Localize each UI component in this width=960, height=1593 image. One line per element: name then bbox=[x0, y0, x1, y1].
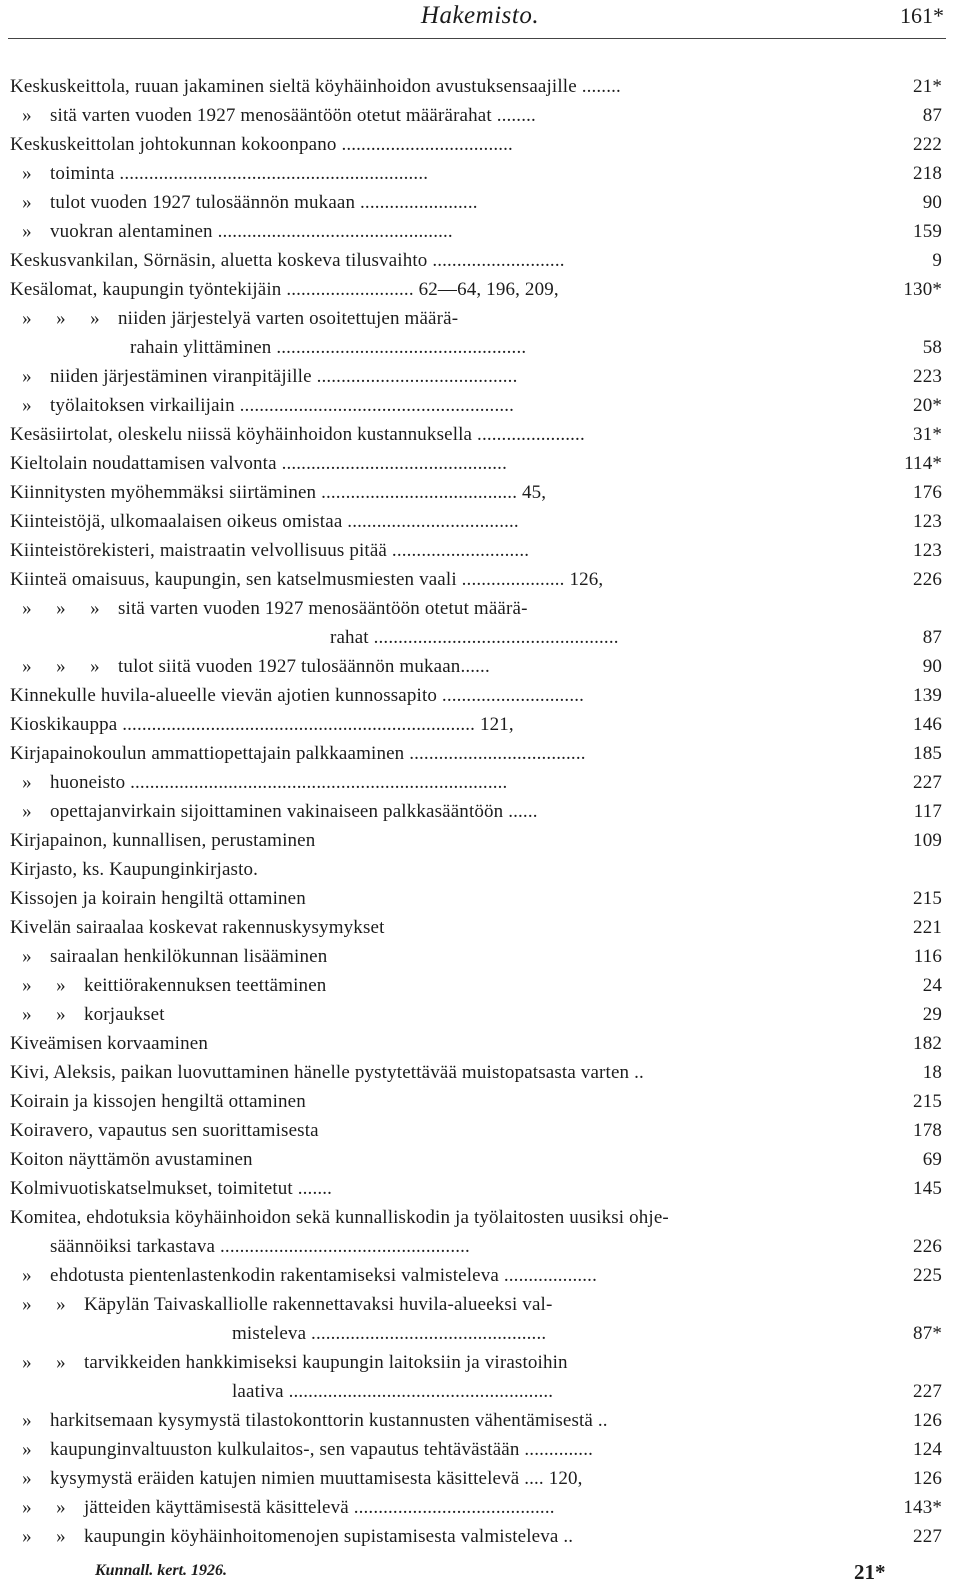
entry-lead bbox=[10, 362, 517, 391]
entry-lead bbox=[10, 855, 258, 884]
entry-text: Kesälomat, kaupungin työntekijäin .......................... 62—64, 196, 209, bbox=[10, 279, 559, 300]
ditto-mark: » bbox=[22, 1265, 32, 1286]
index-entry bbox=[0, 797, 960, 826]
entry-lead bbox=[10, 739, 586, 768]
entry-text: työlaitoksen virkailijain ........................................................ bbox=[50, 395, 515, 416]
entry-text: Kirjapainokoulun ammattiopettajain palkkaaminen .................................... bbox=[10, 743, 586, 764]
ditto-mark: » bbox=[90, 308, 100, 329]
entry-page-ref: 90 bbox=[922, 656, 942, 677]
index-entry bbox=[0, 652, 960, 681]
entry-text: rahain ylittäminen ................................................... bbox=[130, 337, 527, 358]
entry-text: Kiveämisen korvaaminen bbox=[10, 1033, 208, 1054]
entry-lead bbox=[10, 1000, 165, 1029]
entry-lead bbox=[10, 797, 538, 826]
entry-page-ref: 178 bbox=[913, 1120, 942, 1141]
entry-lead bbox=[10, 275, 559, 304]
entry-page-ref: 176 bbox=[913, 482, 942, 503]
entry-lead bbox=[50, 1232, 470, 1261]
index-entry bbox=[0, 536, 960, 565]
entry-page-ref: 227 bbox=[913, 1381, 942, 1402]
entry-text: Kiinteistörekisteri, maistraatin velvollisuus pitää ............................ bbox=[10, 540, 530, 561]
index-entry bbox=[0, 826, 960, 855]
index-entry bbox=[0, 188, 960, 217]
entry-lead bbox=[10, 768, 507, 797]
entry-page-ref: 126 bbox=[913, 1468, 942, 1489]
entry-text: Kolmivuotiskatselmukset, toimitetut ....... bbox=[10, 1178, 333, 1199]
entry-text: Keskuskeittolan johtokunnan kokoonpano ................................... bbox=[10, 134, 513, 155]
entry-text: rahat .................................................. bbox=[330, 627, 619, 648]
index-entry bbox=[0, 1145, 960, 1174]
entry-text: Kivelän sairaalaa koskevat rakennuskysymykset bbox=[10, 917, 385, 938]
entry-text: harkitsemaan kysymystä tilastokonttorin kustannusten vähentämisestä .. bbox=[50, 1410, 608, 1431]
index-entry bbox=[0, 739, 960, 768]
entry-page-ref: 182 bbox=[913, 1033, 942, 1054]
index-entry bbox=[0, 1319, 960, 1348]
ditto-mark: » bbox=[22, 192, 32, 213]
entry-page-ref: 146 bbox=[913, 714, 942, 735]
index-entry bbox=[0, 1377, 960, 1406]
entry-text: jätteiden käyttämisestä käsittelevä ......................................... bbox=[84, 1497, 555, 1518]
entry-text: keittiörakennuksen teettäminen bbox=[84, 975, 327, 996]
entry-text: Kiinnitysten myöhemmäksi siirtäminen ........................................ 45, bbox=[10, 482, 547, 503]
index-entry bbox=[0, 855, 960, 884]
index-entry bbox=[0, 565, 960, 594]
entry-lead bbox=[10, 72, 621, 101]
entry-lead bbox=[10, 971, 326, 1000]
entry-lead bbox=[10, 942, 327, 971]
page-number: 161* bbox=[900, 3, 944, 28]
entry-lead bbox=[10, 1464, 583, 1493]
entry-lead bbox=[10, 710, 514, 739]
entry-lead bbox=[10, 507, 519, 536]
entry-text: huoneisto ............................................................................. bbox=[50, 772, 508, 793]
entry-text: Kieltolain noudattamisen valvonta .............................................. bbox=[10, 453, 507, 474]
ditto-mark: » bbox=[56, 308, 66, 329]
index-entry bbox=[0, 1348, 960, 1377]
entry-page-ref: 130* bbox=[903, 279, 942, 300]
entry-page-ref: 69 bbox=[922, 1149, 942, 1170]
entry-lead bbox=[10, 1290, 552, 1319]
entry-page-ref: 145 bbox=[913, 1178, 942, 1199]
index-entry bbox=[0, 333, 960, 362]
entry-text: Komitea, ehdotuksia köyhäinhoidon sekä kunnalliskodin ja työlaitosten uusiksi ohje- bbox=[10, 1207, 669, 1228]
entry-page-ref: 225 bbox=[913, 1265, 942, 1286]
entry-text: kaupungin köyhäinhoitomenojen supistamisesta valmisteleva .. bbox=[84, 1526, 574, 1547]
ditto-mark: » bbox=[56, 1294, 66, 1315]
entry-lead bbox=[10, 1116, 319, 1145]
entry-page-ref: 21* bbox=[913, 76, 942, 97]
entry-text: ehdotusta pientenlastenkodin rakentamiseksi valmisteleva ................... bbox=[50, 1265, 597, 1286]
entry-lead bbox=[10, 913, 385, 942]
entry-page-ref: 58 bbox=[922, 337, 942, 358]
entry-page-ref: 29 bbox=[922, 1004, 942, 1025]
entry-text: niiden järjestäminen viranpitäjille ......................................... bbox=[50, 366, 518, 387]
index-entry bbox=[0, 72, 960, 101]
index-entry bbox=[0, 768, 960, 797]
index-entry bbox=[0, 1435, 960, 1464]
entry-lead bbox=[10, 420, 585, 449]
entry-text: laativa ...................................................... bbox=[232, 1381, 554, 1402]
index-entry bbox=[0, 449, 960, 478]
entry-page-ref: 20* bbox=[913, 395, 942, 416]
index-entry bbox=[0, 1174, 960, 1203]
entry-page-ref: 109 bbox=[913, 830, 942, 851]
entry-lead bbox=[10, 1435, 593, 1464]
entry-lead bbox=[10, 1058, 644, 1087]
index-entry bbox=[0, 1058, 960, 1087]
entry-page-ref: 9 bbox=[932, 250, 942, 271]
ditto-mark: » bbox=[56, 1526, 66, 1547]
entry-text: Keskuskeittola, ruuan jakaminen sieltä köyhäinhoidon avustuksensaajille ........ bbox=[10, 76, 621, 97]
ditto-mark: » bbox=[22, 772, 32, 793]
entry-text: sitä varten vuoden 1927 menosääntöön otetut määrä- bbox=[118, 598, 528, 619]
ditto-mark: » bbox=[22, 946, 32, 967]
entry-lead bbox=[10, 1493, 555, 1522]
entry-text: toiminta ............................................................... bbox=[50, 163, 429, 184]
entry-page-ref: 226 bbox=[913, 1236, 942, 1257]
entry-page-ref: 126 bbox=[913, 1410, 942, 1431]
index-entry bbox=[0, 594, 960, 623]
index-entry bbox=[0, 478, 960, 507]
index-entry bbox=[0, 217, 960, 246]
entry-text: sairaalan henkilökunnan lisääminen bbox=[50, 946, 328, 967]
index-entry bbox=[0, 420, 960, 449]
entry-page-ref: 218 bbox=[913, 163, 942, 184]
entry-lead bbox=[10, 884, 306, 913]
entry-lead bbox=[10, 652, 490, 681]
index-entry bbox=[0, 623, 960, 652]
entry-page-ref: 185 bbox=[913, 743, 942, 764]
entry-text: niiden järjestelyä varten osoitettujen määrä- bbox=[118, 308, 459, 329]
entry-lead bbox=[330, 623, 619, 652]
entry-page-ref: 143* bbox=[903, 1497, 942, 1518]
ditto-mark: » bbox=[22, 221, 32, 242]
ditto-mark: » bbox=[22, 1526, 32, 1547]
entry-text: kaupunginvaltuuston kulkulaitos-, sen vapautus tehtävästään .............. bbox=[50, 1439, 594, 1460]
entry-text: opettajanvirkain sijoittaminen vakinaiseen palkkasääntöön ...... bbox=[50, 801, 538, 822]
index-entry bbox=[0, 1203, 960, 1232]
entry-page-ref: 18 bbox=[922, 1062, 942, 1083]
entry-page-ref: 222 bbox=[913, 134, 942, 155]
entry-page-ref: 215 bbox=[913, 1091, 942, 1112]
entry-text: sitä varten vuoden 1927 menosääntöön otetut määrärahat ........ bbox=[50, 105, 536, 126]
entry-text: Kissojen ja koirain hengiltä ottaminen bbox=[10, 888, 306, 909]
entry-page-ref: 31* bbox=[913, 424, 942, 445]
ditto-mark: » bbox=[56, 975, 66, 996]
entry-lead bbox=[10, 565, 603, 594]
index-entry bbox=[0, 971, 960, 1000]
index-entry bbox=[0, 1522, 960, 1551]
entry-page-ref: 159 bbox=[913, 221, 942, 242]
entry-lead bbox=[232, 1319, 546, 1348]
entry-page-ref: 90 bbox=[922, 192, 942, 213]
index-entry bbox=[0, 159, 960, 188]
entry-lead bbox=[10, 304, 458, 333]
ditto-mark: » bbox=[90, 656, 100, 677]
entry-lead bbox=[10, 159, 428, 188]
entry-text: Koiravero, vapautus sen suorittamisesta bbox=[10, 1120, 319, 1141]
page-footer bbox=[0, 1560, 960, 1590]
index-entry bbox=[0, 1290, 960, 1319]
page-title: Hakemisto. bbox=[420, 2, 540, 29]
index-entry bbox=[0, 1232, 960, 1261]
index-entry bbox=[0, 391, 960, 420]
entry-lead bbox=[10, 188, 478, 217]
ditto-mark: » bbox=[22, 1439, 32, 1460]
entry-text: Kinnekulle huvila-alueelle vievän ajotien kunnossapito ............................. bbox=[10, 685, 585, 706]
entry-lead bbox=[10, 594, 528, 623]
ditto-mark: » bbox=[22, 801, 32, 822]
entry-lead bbox=[10, 1348, 568, 1377]
entry-text: tarvikkeiden hankkimiseksi kaupungin laitoksiin ja virastoihin bbox=[84, 1352, 568, 1373]
header-divider bbox=[8, 38, 946, 39]
ditto-mark: » bbox=[22, 1294, 32, 1315]
entry-lead bbox=[10, 449, 507, 478]
signature-mark: 21* bbox=[854, 1560, 886, 1584]
ditto-mark: » bbox=[22, 1004, 32, 1025]
entry-lead bbox=[10, 101, 536, 130]
entry-text: Kivi, Aleksis, paikan luovuttaminen hänelle pystytettävää muistopatsasta varten .. bbox=[10, 1062, 644, 1083]
index-entry bbox=[0, 913, 960, 942]
ditto-mark: » bbox=[22, 1410, 32, 1431]
ditto-mark: » bbox=[22, 598, 32, 619]
entry-page-ref: 139 bbox=[913, 685, 942, 706]
entry-lead bbox=[10, 1029, 208, 1058]
index-entries bbox=[0, 72, 960, 1551]
index-entry bbox=[0, 1261, 960, 1290]
index-entry bbox=[0, 1087, 960, 1116]
ditto-mark: » bbox=[90, 598, 100, 619]
entry-text: Kesäsiirtolat, oleskelu niissä köyhäinhoidon kustannuksella ...................... bbox=[10, 424, 585, 445]
index-entry bbox=[0, 101, 960, 130]
entry-lead bbox=[10, 536, 529, 565]
entry-lead bbox=[10, 478, 546, 507]
index-entry bbox=[0, 362, 960, 391]
ditto-mark: » bbox=[22, 366, 32, 387]
ditto-mark: » bbox=[22, 1497, 32, 1518]
entry-text: tulot vuoden 1927 tulosäännön mukaan ........................ bbox=[50, 192, 478, 213]
ditto-mark: » bbox=[56, 1352, 66, 1373]
entry-text: misteleva ................................................ bbox=[232, 1323, 547, 1344]
entry-page-ref: 24 bbox=[922, 975, 942, 996]
entry-page-ref: 116 bbox=[913, 946, 942, 967]
index-entry bbox=[0, 275, 960, 304]
index-entry bbox=[0, 1464, 960, 1493]
entry-page-ref: 227 bbox=[913, 772, 942, 793]
entry-text: vuokran alentaminen ................................................ bbox=[50, 221, 453, 242]
ditto-mark: » bbox=[22, 163, 32, 184]
publication-label: Kunnall. kert. 1926. bbox=[95, 1562, 228, 1579]
ditto-mark: » bbox=[56, 656, 66, 677]
ditto-mark: » bbox=[22, 395, 32, 416]
index-entry bbox=[0, 130, 960, 159]
entry-text: Koiton näyttämön avustaminen bbox=[10, 1149, 253, 1170]
entry-lead bbox=[130, 333, 526, 362]
entry-lead bbox=[10, 1406, 608, 1435]
entry-text: Kioskikauppa ........................................................................ 121, bbox=[10, 714, 514, 735]
index-entry bbox=[0, 1116, 960, 1145]
index-entry bbox=[0, 681, 960, 710]
index-entry bbox=[0, 1029, 960, 1058]
entry-page-ref: 223 bbox=[913, 366, 942, 387]
entry-lead bbox=[10, 1145, 253, 1174]
entry-page-ref: 123 bbox=[913, 540, 942, 561]
entry-lead bbox=[232, 1377, 553, 1406]
entry-page-ref: 215 bbox=[913, 888, 942, 909]
index-entry bbox=[0, 507, 960, 536]
entry-text: säännöiksi tarkastava ................................................... bbox=[50, 1236, 470, 1257]
entry-lead bbox=[10, 826, 315, 855]
entry-lead bbox=[10, 1522, 573, 1551]
entry-page-ref: 87 bbox=[922, 627, 942, 648]
entry-lead bbox=[10, 217, 453, 246]
entry-lead bbox=[10, 391, 514, 420]
entry-page-ref: 226 bbox=[913, 569, 942, 590]
entry-lead bbox=[10, 1087, 306, 1116]
entry-text: Kiinteistöjä, ulkomaalaisen oikeus omistaa ................................... bbox=[10, 511, 519, 532]
ditto-mark: » bbox=[56, 1004, 66, 1025]
entry-page-ref: 87* bbox=[913, 1323, 942, 1344]
index-entry bbox=[0, 246, 960, 275]
entry-text: tulot siitä vuoden 1927 tulosäännön mukaan...... bbox=[118, 656, 490, 677]
ditto-mark: » bbox=[22, 975, 32, 996]
entry-text: Keskusvankilan, Sörnäsin, aluetta koskeva tilusvaihto ........................... bbox=[10, 250, 565, 271]
entry-text: Koirain ja kissojen hengiltä ottaminen bbox=[10, 1091, 306, 1112]
index-entry bbox=[0, 884, 960, 913]
entry-page-ref: 124 bbox=[913, 1439, 942, 1460]
ditto-mark: » bbox=[56, 598, 66, 619]
ditto-mark: » bbox=[56, 1497, 66, 1518]
index-entry bbox=[0, 304, 960, 333]
page-header bbox=[0, 0, 960, 40]
index-entry bbox=[0, 942, 960, 971]
ditto-mark: » bbox=[22, 308, 32, 329]
entry-lead bbox=[10, 1261, 597, 1290]
entry-lead bbox=[10, 1174, 332, 1203]
ditto-mark: » bbox=[22, 1468, 32, 1489]
index-entry bbox=[0, 710, 960, 739]
entry-page-ref: 221 bbox=[913, 917, 942, 938]
entry-lead bbox=[10, 246, 565, 275]
entry-page-ref: 117 bbox=[913, 801, 942, 822]
index-entry bbox=[0, 1406, 960, 1435]
ditto-mark: » bbox=[22, 1352, 32, 1373]
entry-text: Käpylän Taivaskalliolle rakennettavaksi huvila-alueeksi val- bbox=[84, 1294, 553, 1315]
entry-text: kysymystä eräiden katujen nimien muuttamisesta käsittelevä .... 120, bbox=[50, 1468, 583, 1489]
ditto-mark: » bbox=[22, 656, 32, 677]
entry-page-ref: 114* bbox=[904, 453, 942, 474]
entry-page-ref: 123 bbox=[913, 511, 942, 532]
entry-page-ref: 87 bbox=[922, 105, 942, 126]
entry-page-ref: 227 bbox=[913, 1526, 942, 1547]
entry-lead bbox=[10, 1203, 669, 1232]
entry-text: korjaukset bbox=[84, 1004, 165, 1025]
index-entry bbox=[0, 1000, 960, 1029]
entry-text: Kirjapainon, kunnallisen, perustaminen bbox=[10, 830, 316, 851]
entry-lead bbox=[10, 130, 513, 159]
index-entry bbox=[0, 1493, 960, 1522]
entry-text: Kirjasto, ks. Kaupunginkirjasto. bbox=[10, 859, 259, 880]
entry-text: Kiinteä omaisuus, kaupungin, sen katselmusmiesten vaali ..................... 126, bbox=[10, 569, 604, 590]
entry-lead bbox=[10, 681, 584, 710]
ditto-mark: » bbox=[22, 105, 32, 126]
